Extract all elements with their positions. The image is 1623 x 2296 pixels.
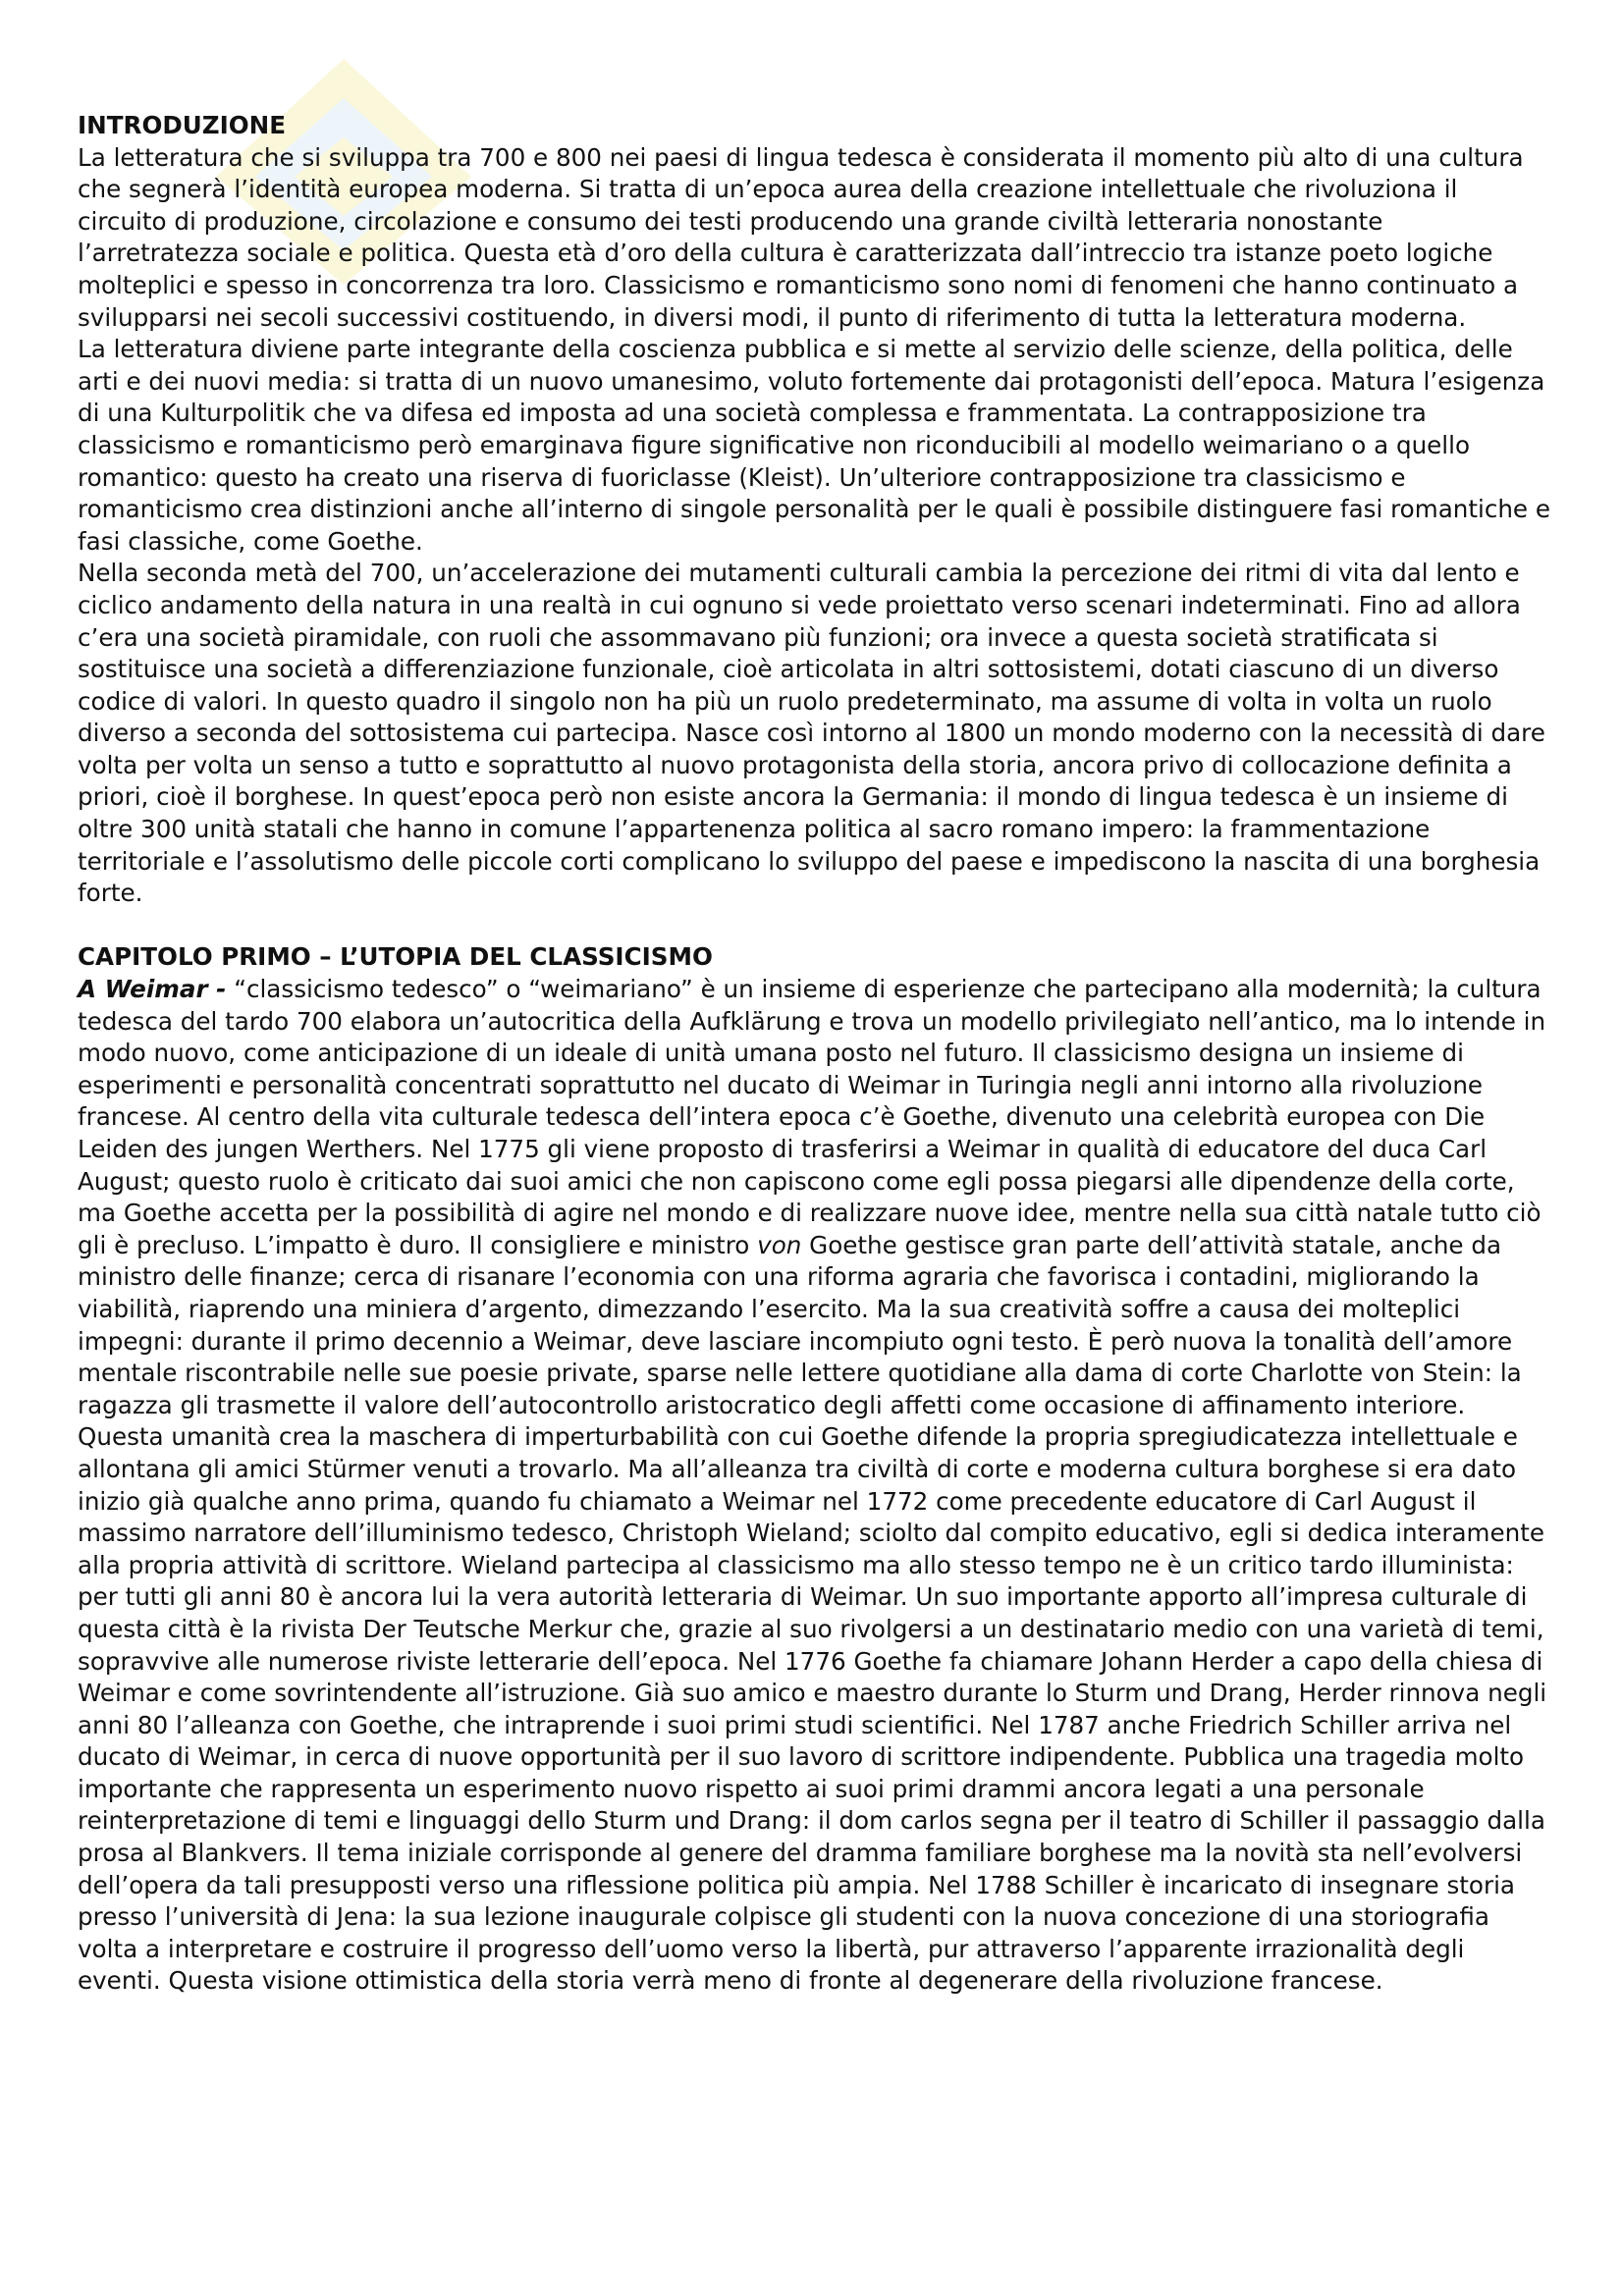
section-spacer bbox=[78, 910, 1550, 942]
chapter-lead: A Weimar - bbox=[78, 975, 227, 1004]
intro-heading: INTRODUZIONE bbox=[78, 111, 287, 139]
chapter-heading: CAPITOLO PRIMO – L’UTOPIA DEL CLASSICISMO bbox=[78, 942, 713, 972]
document-body bbox=[78, 110, 1550, 1998]
chapter-text-part-2: Goethe gestisce gran parte dell’attività statale, anche da ministro delle finanze; cerca di risanare l’economia con una riforma agraria che favorisca i contadini, migliorando la viabilità, riaprendo una miniera d’argento, dimezzando l’esercito. Ma la sua creatività soffre a causa dei molteplici impegni: durante il primo decennio a Weimar, deve lasciare incompiuto ogni testo. È però nuova la tonalità dell’amore mentale riscontrabile nelle sue poesie private, sparse nelle lettere quotidiane alla dama di corte Charlotte von Stein: la ragazza gli trasmette il valore dell’autocontrollo aristocratico degli affetti come occasione di affinamento interiore. Questa umanità crea la maschera di imperturbabilità con cui Goethe difende la propria spregiudicatezza intellettuale e allontana gli amici Stürmer venuti a trovarlo. Ma all’alleanza tra civiltà di corte e moderna cultura borghese si era dato inizio già qualche anno prima, quando fu chiamato a Weimar nel 1772 come precedente educatore di Carl August il massimo narratore dell’illuminismo tedesco, Christoph Wieland; sciolto dal compito educativo, egli si dedica interamente alla propria attività di scrittore. Wieland partecipa al classicismo ma allo stesso tempo ne è un critico tardo illuminista: per tutti gli anni 80 è ancora lui la vera autorità letteraria di Weimar. Un suo importante apporto all’impresa culturale di questa città è la rivista Der Teutsche Merkur che, grazie al suo rivolgersi a un destinatario medio con una varietà di temi, sopravvive alle numerose riviste letterarie dell’epoca. Nel 1776 Goethe fa chiamare Johann Herder a capo della chiesa di Weimar e come sovrintendente all’istruzione. Già suo amico e maestro durante lo Sturm und Drang, Herder rinnova negli anni 80 l’alleanza con Goethe, che intraprende i suoi primi studi scientifici. Nel 1787 anche Friedrich Schiller arriva nel ducato di Weimar, in cerca di nuove opportunità per il suo lavoro di scrittore indipendente. Pubblica una tragedia molto importante che rappresenta un esperimento nuovo rispetto ai suoi primi drammi ancora legati a una personale reinterpretazione di temi e linguaggi dello Sturm und Drang: il dom carlos segna per il teatro di Schiller il passaggio dalla prosa al Blankvers. Il tema iniziale corrisponde al genere del dramma familiare borghese ma la novità sta nell’evolversi dell’opera da tali presupposti verso una riflessione politica più ampia. Nel 1788 Schiller è incaricato di insegnare storia presso l’università di Jena: la sua lezione inaugurale colpisce gli studenti con la nuova concezione di una storiografia volta a interpretare e costruire il progresso dell’uomo verso la libertà, pur attraverso l’apparente irrazionalità degli eventi. Questa visione ottimistica della storia verrà meno di fronte al degenerare della rivoluzione francese. bbox=[78, 1230, 1547, 1996]
intro-paragraph-2: La letteratura diviene parte integrante della coscienza pubblica e si mette al servizio delle scienze, della politica, delle arti e dei nuovi media: si tratta di un nuovo umanesimo, voluto fortemente dai protagonisti dell’epoca. Matura l’esigenza di una Kulturpolitik che va difesa ed imposta ad una società complessa e frammentata. La contrapposizione tra classicismo e romanticismo però emarginava figure significative non riconducibili al modello weimariano o a quello romantico: questo ha creato una riserva di fuoriclasse (Kleist). Un’ulteriore contrapposizione tra classicismo e romanticismo crea distinzioni anche all’interno di singole personalità per le quali è possibile distinguere fasi romantiche e fasi classiche, come Goethe. bbox=[78, 335, 1551, 556]
intro-paragraph-3: Nella seconda metà del 700, un’accelerazione dei mutamenti culturali cambia la percezione dei ritmi di vita dal lento e ciclico andamento della natura in una realtà in cui ognuno si vede proiettato verso scenari indeterminati. Fino ad allora c’era una società piramidale, con ruoli che assommavano più funzioni; ora invece a questa società stratificata si sostituisce una società a differenziazione funzionale, cioè articolata in altri sottosistemi, dotati ciascuno di un diverso codice di valori. In questo quadro il singolo non ha più un ruolo predeterminato, ma assume di volta in volta un ruolo diverso a seconda del sottosistema cui partecipa. Nasce così intorno al 1800 un mondo moderno con la necessità di dare volta per volta un senso a tutto e soprattutto al nuovo protagonista della storia, ancora privo di collocazione definita a priori, cioè il borghese. In quest’epoca però non esiste ancora la Germania: il mondo di lingua tedesca è un insieme di oltre 300 unità statali che hanno in comune l’appartenenza politica al sacro romano impero: la frammentazione territoriale e l’assolutismo delle piccole corti complicano lo sviluppo del paese e impediscono la nascita di una borghesia forte. bbox=[78, 559, 1545, 908]
intro-paragraph-1: La letteratura che si sviluppa tra 700 e 800 nei paesi di lingua tedesca è considerata il momento più alto di una cultura che segnerà l’identità europea moderna. Si tratta di un’epoca aurea della creazione intellettuale che rivoluziona il circuito di produzione, circolazione e consumo dei testi producendo una grande civiltà letteraria nonostante l’arretratezza sociale e politica. Questa età d’oro della cultura è caratterizzata dall’intreccio tra istanze poeto logiche molteplici e spesso in concorrenza tra loro. Classicismo e romanticismo sono nomi di fenomeni che hanno continuato a svilupparsi nei secoli successivi costituendo, in diversi modi, il punto di riferimento di tutta la letteratura moderna. bbox=[78, 142, 1524, 332]
chapter-text-part-1: “classicismo tedesco” o “weimariano” è un insieme di esperienze che partecipano alla modernità; la cultura tedesca del tardo 700 elabora un’autocritica della Aufklärung e trova un modello privilegiato nell’antico, ma lo intende in modo nuovo, come anticipazione di un ideale di unità umana posto nel futuro. Il classicismo designa un insieme di esperimenti e personalità concentrati soprattutto nel ducato di Weimar in Turingia negli anni intorno alla rivoluzione francese. Al centro della vita culturale tedesca dell’intera epoca c’è Goethe, divenuto una celebrità europea con Die Leiden des jungen Werthers. Nel 1775 gli viene proposto di trasferirsi a Weimar in qualità di educatore del duca Carl August; questo ruolo è criticato dai suoi amici che non capiscono come egli possa piegarsi alle dipendenze della corte, ma Goethe accetta per la possibilità di agire nel mondo e di realizzare nuove idee, mentre nella sua città natale tutto ciò gli è precluso. L’impatto è duro. Il consigliere e ministro bbox=[78, 975, 1546, 1259]
chapter-italic-word: von bbox=[757, 1230, 802, 1259]
chapter-paragraph bbox=[78, 974, 1550, 1998]
